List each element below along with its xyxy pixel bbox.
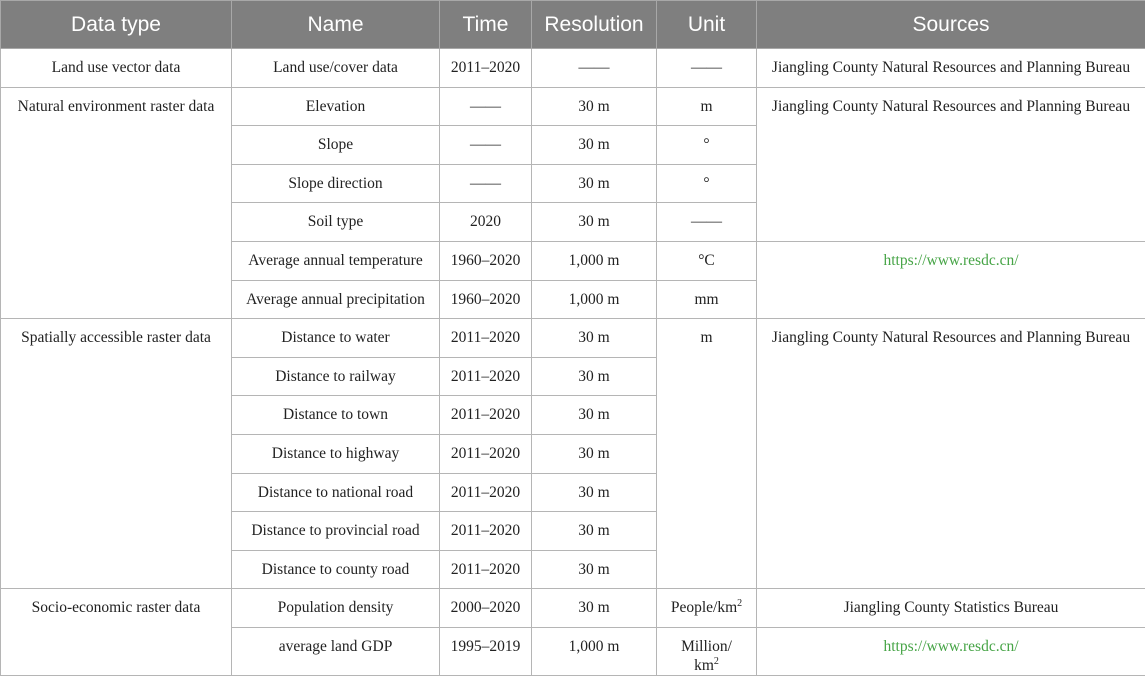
header-sources: Sources <box>757 1 1145 49</box>
name-cell: Average annual temperature <box>232 241 440 280</box>
time-cell: —— <box>440 87 532 126</box>
unit-cell: ° <box>657 164 757 203</box>
resolution-cell: 1,000 m <box>532 241 657 280</box>
source-link[interactable]: https://www.resdc.cn/ <box>757 241 1145 318</box>
time-cell: —— <box>440 164 532 203</box>
resolution-cell: 30 m <box>532 512 657 551</box>
group-spatially-accessible: Spatially accessible raster data <box>1 319 232 589</box>
name-cell: Distance to highway <box>232 434 440 473</box>
time-cell: 2011–2020 <box>440 550 532 589</box>
time-cell: —— <box>440 126 532 165</box>
time-cell: 2000–2020 <box>440 589 532 628</box>
source-link[interactable]: https://www.resdc.cn/ <box>757 627 1145 675</box>
unit-cell: mm <box>657 280 757 319</box>
source-cell: Jiangling County Natural Resources and Planning Bureau <box>757 49 1145 88</box>
time-cell: 1960–2020 <box>440 241 532 280</box>
time-cell: 2011–2020 <box>440 434 532 473</box>
unit-cell <box>657 627 757 675</box>
resolution-cell: 1,000 m <box>532 627 657 675</box>
table-row <box>1 87 1145 126</box>
unit-superscript: 2 <box>713 655 719 667</box>
name-cell: Land use/cover data <box>232 49 440 88</box>
name-cell: Average annual precipitation <box>232 280 440 319</box>
time-cell: 1995–2019 <box>440 627 532 675</box>
name-cell: Soil type <box>232 203 440 242</box>
source-cell: Jiangling County Statistics Bureau <box>757 589 1145 628</box>
time-cell: 2011–2020 <box>440 473 532 512</box>
unit-cell: m <box>657 87 757 126</box>
group-socio-economic: Socio-economic raster data <box>1 589 232 676</box>
name-cell: Distance to water <box>232 319 440 358</box>
time-cell: 2011–2020 <box>440 396 532 435</box>
header-data-type: Data type <box>1 1 232 49</box>
name-cell: Slope direction <box>232 164 440 203</box>
unit-cell: —— <box>657 49 757 88</box>
unit-text: People/km <box>670 599 738 617</box>
resolution-cell: 30 m <box>532 473 657 512</box>
unit-superscript: 2 <box>737 598 743 610</box>
resolution-cell: 30 m <box>532 126 657 165</box>
unit-text-line1: Million/ <box>681 637 732 655</box>
table-row <box>1 49 1145 88</box>
resolution-cell: 30 m <box>532 589 657 628</box>
unit-cell <box>657 589 757 628</box>
time-cell: 2011–2020 <box>440 49 532 88</box>
resolution-cell: 30 m <box>532 164 657 203</box>
resolution-cell: 30 m <box>532 319 657 358</box>
name-cell: Population density <box>232 589 440 628</box>
resolution-cell: 30 m <box>532 357 657 396</box>
unit-cell: m <box>657 319 757 589</box>
name-cell: Distance to county road <box>232 550 440 589</box>
name-cell: average land GDP <box>232 627 440 675</box>
header-time: Time <box>440 1 532 49</box>
resolution-cell: 30 m <box>532 434 657 473</box>
group-natural-environment: Natural environment raster data <box>1 87 232 319</box>
resolution-cell: —— <box>532 49 657 88</box>
header-unit: Unit <box>657 1 757 49</box>
header-row <box>1 1 1145 49</box>
time-cell: 1960–2020 <box>440 280 532 319</box>
resolution-cell: 1,000 m <box>532 280 657 319</box>
name-cell: Distance to provincial road <box>232 512 440 551</box>
name-cell: Distance to town <box>232 396 440 435</box>
unit-text-line2: km <box>694 656 714 674</box>
table-row <box>1 589 1145 628</box>
unit-cell: °C <box>657 241 757 280</box>
resolution-cell: 30 m <box>532 396 657 435</box>
table-row <box>1 319 1145 358</box>
name-cell: Distance to railway <box>232 357 440 396</box>
header-name: Name <box>232 1 440 49</box>
name-cell: Slope <box>232 126 440 165</box>
header-resolution: Resolution <box>532 1 657 49</box>
time-cell: 2011–2020 <box>440 319 532 358</box>
unit-cell: —— <box>657 203 757 242</box>
source-cell: Jiangling County Natural Resources and Planning Bureau <box>757 87 1145 241</box>
group-land-use: Land use vector data <box>1 49 232 88</box>
resolution-cell: 30 m <box>532 203 657 242</box>
time-cell: 2011–2020 <box>440 357 532 396</box>
source-cell: Jiangling County Natural Resources and Planning Bureau <box>757 319 1145 589</box>
name-cell: Elevation <box>232 87 440 126</box>
time-cell: 2011–2020 <box>440 512 532 551</box>
time-cell: 2020 <box>440 203 532 242</box>
resolution-cell: 30 m <box>532 550 657 589</box>
resolution-cell: 30 m <box>532 87 657 126</box>
name-cell: Distance to national road <box>232 473 440 512</box>
unit-cell: ° <box>657 126 757 165</box>
